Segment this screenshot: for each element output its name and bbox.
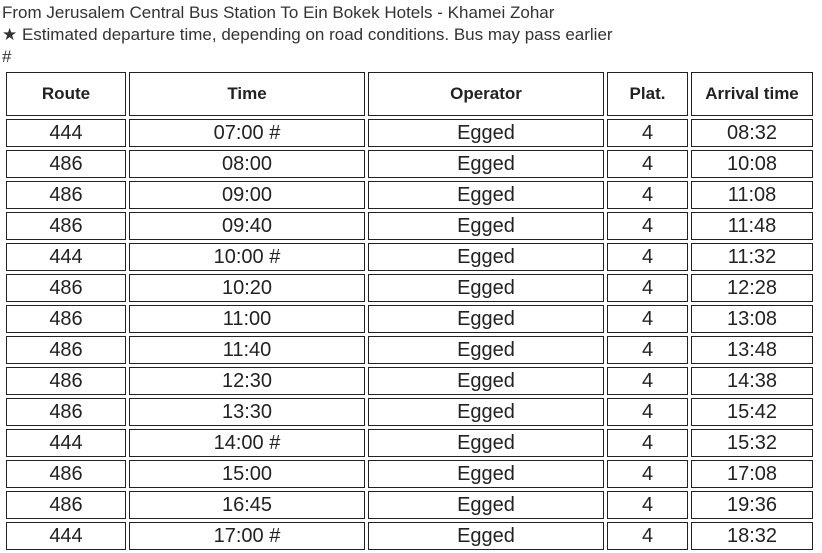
table-row <box>6 429 813 457</box>
platform-cell: 4 <box>607 181 688 209</box>
route-cell: 486 <box>6 305 126 333</box>
column-header-operator: Operator <box>368 72 604 116</box>
arrival-time-cell: 11:08 <box>691 181 813 209</box>
operator-cell: Egged <box>368 429 604 457</box>
platform-cell: 4 <box>607 460 688 488</box>
departure-time-cell: 10:20 <box>129 274 365 302</box>
arrival-time-cell: 13:08 <box>691 305 813 333</box>
operator-cell: Egged <box>368 367 604 395</box>
departure-time-cell: 09:00 <box>129 181 365 209</box>
operator-cell: Egged <box>368 305 604 333</box>
departure-time-cell: 15:00 <box>129 460 365 488</box>
table-body <box>6 119 813 550</box>
table-row <box>6 398 813 426</box>
arrival-time-cell: 11:32 <box>691 243 813 271</box>
table-row <box>6 367 813 395</box>
platform-cell: 4 <box>607 429 688 457</box>
bus-schedule-table <box>3 69 816 553</box>
arrival-time-cell: 14:38 <box>691 367 813 395</box>
table-header <box>6 72 813 116</box>
platform-cell: 4 <box>607 367 688 395</box>
route-cell: 486 <box>6 491 126 519</box>
arrival-time-cell: 19:36 <box>691 491 813 519</box>
platform-cell: 4 <box>607 305 688 333</box>
table-row <box>6 119 813 147</box>
header-row <box>6 72 813 116</box>
departure-time-cell: 14:00 # <box>129 429 365 457</box>
arrival-time-cell: 13:48 <box>691 336 813 364</box>
column-header-arrival-time: Arrival time <box>691 72 813 116</box>
operator-cell: Egged <box>368 181 604 209</box>
table-row <box>6 336 813 364</box>
arrival-time-cell: 10:08 <box>691 150 813 178</box>
departure-time-cell: 13:30 <box>129 398 365 426</box>
table-row <box>6 274 813 302</box>
departure-time-cell: 10:00 # <box>129 243 365 271</box>
departure-time-cell: 11:00 <box>129 305 365 333</box>
route-cell: 486 <box>6 367 126 395</box>
route-cell: 486 <box>6 274 126 302</box>
column-header-route: Route <box>6 72 126 116</box>
departure-time-cell: 11:40 <box>129 336 365 364</box>
table-row <box>6 305 813 333</box>
route-cell: 486 <box>6 150 126 178</box>
table-row <box>6 181 813 209</box>
operator-cell: Egged <box>368 398 604 426</box>
route-cell: 486 <box>6 212 126 240</box>
table-row <box>6 522 813 550</box>
operator-cell: Egged <box>368 522 604 550</box>
departure-time-cell: 07:00 # <box>129 119 365 147</box>
operator-cell: Egged <box>368 274 604 302</box>
platform-cell: 4 <box>607 398 688 426</box>
platform-cell: 4 <box>607 491 688 519</box>
departure-time-cell: 16:45 <box>129 491 365 519</box>
route-cell: 486 <box>6 336 126 364</box>
platform-cell: 4 <box>607 336 688 364</box>
column-header-platform: Plat. <box>607 72 688 116</box>
platform-cell: 4 <box>607 274 688 302</box>
arrival-time-cell: 11:48 <box>691 212 813 240</box>
operator-cell: Egged <box>368 491 604 519</box>
table-row <box>6 212 813 240</box>
arrival-time-cell: 15:32 <box>691 429 813 457</box>
operator-cell: Egged <box>368 150 604 178</box>
table-row <box>6 243 813 271</box>
platform-cell: 4 <box>607 522 688 550</box>
route-cell: 444 <box>6 243 126 271</box>
table-row <box>6 491 813 519</box>
table-row <box>6 460 813 488</box>
page-title: From Jerusalem Central Bus Station To Ein Bokek Hotels - Khamei Zohar <box>2 3 555 22</box>
arrival-time-cell: 15:42 <box>691 398 813 426</box>
operator-cell: Egged <box>368 243 604 271</box>
departure-time-cell: 12:30 <box>129 367 365 395</box>
departure-time-cell: 09:40 <box>129 212 365 240</box>
route-cell: 444 <box>6 429 126 457</box>
operator-cell: Egged <box>368 336 604 364</box>
departure-time-cell: 08:00 <box>129 150 365 178</box>
platform-cell: 4 <box>607 119 688 147</box>
route-cell: 486 <box>6 398 126 426</box>
platform-cell: 4 <box>607 150 688 178</box>
platform-cell: 4 <box>607 212 688 240</box>
route-cell: 444 <box>6 522 126 550</box>
platform-cell: 4 <box>607 243 688 271</box>
hash-legend-note: # <box>2 47 12 66</box>
arrival-time-cell: 12:28 <box>691 274 813 302</box>
route-cell: 486 <box>6 460 126 488</box>
route-cell: 444 <box>6 119 126 147</box>
operator-cell: Egged <box>368 119 604 147</box>
operator-cell: Egged <box>368 212 604 240</box>
arrival-time-cell: 08:32 <box>691 119 813 147</box>
table-row <box>6 150 813 178</box>
operator-cell: Egged <box>368 460 604 488</box>
arrival-time-cell: 18:32 <box>691 522 813 550</box>
arrival-time-cell: 17:08 <box>691 460 813 488</box>
departure-time-cell: 17:00 # <box>129 522 365 550</box>
estimated-time-note: ★ Estimated departure time, depending on road conditions. Bus may pass earlier <box>2 25 613 44</box>
column-header-time: Time <box>129 72 365 116</box>
route-cell: 486 <box>6 181 126 209</box>
